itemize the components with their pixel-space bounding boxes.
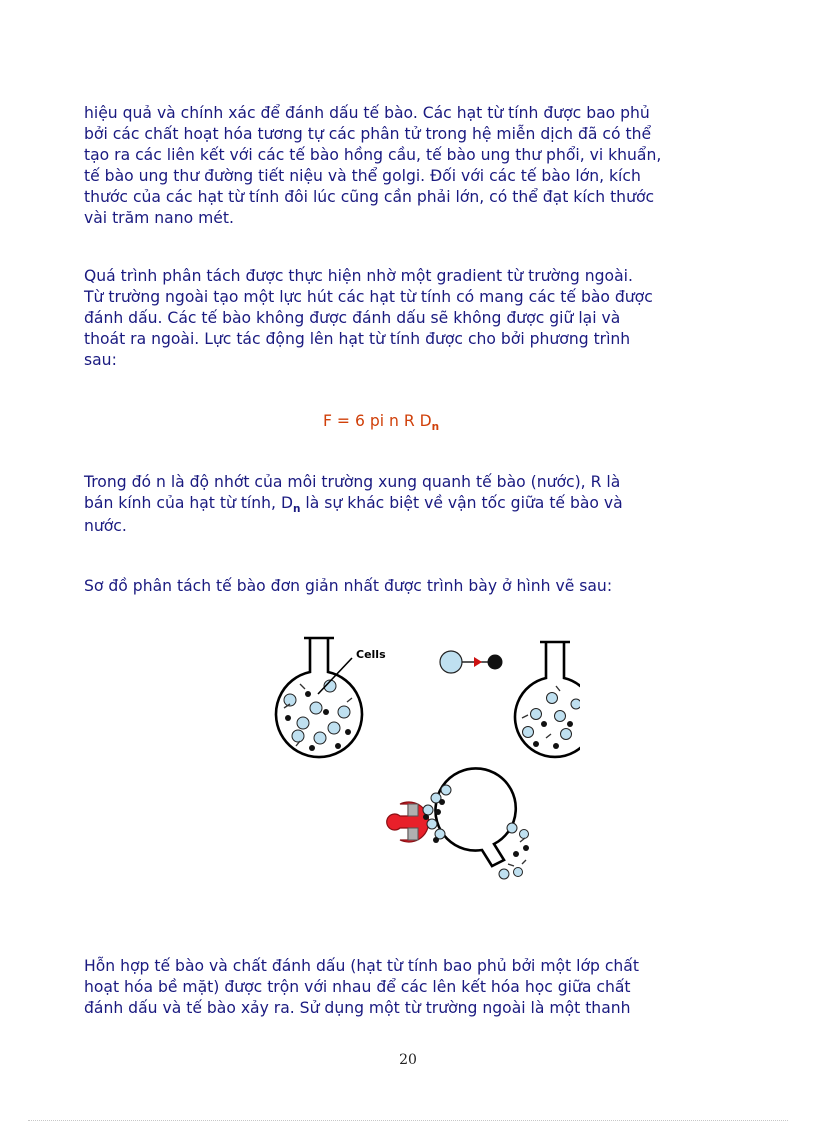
- paragraph-separation-process: Quá trình phân tách được thực hiện nhờ một gradient từ trường ngoài. Từ trường ngoài tạo một lực hút các hạt từ tính có mang các tế bào được đánh dấu. Các tế bào không được đánh dấu sẽ không được giữ lại và thoát ra ngoài. Lực tác động lên hạt từ tính được cho bởi phương trình sau:: [84, 267, 653, 369]
- paragraph-marker-efficiency: hiệu quả và chính xác để đánh dấu tế bào. Các hạt từ tính được bao phủ bởi các chất hoạt hóa tương tự các phân tử trong hệ miễn dịch đã có thể tạo ra các liên kết với các tế bào hồng cầu, tế bào ung thư phổi, vi khuẩn, tế bào ung thư đường tiết niệu và thể golgi. Đối với các tế bào lớn, kích thước của các hạt từ tính đôi lúc cũng cần phải lớn, có thể đạt kích thước vài trăm nano mét.: [84, 104, 662, 227]
- page-bottom-rule: [28, 1120, 788, 1121]
- explanation-text-start: Trong đó n là độ nhớt của môi trường xung quanh tế bào (nước), R là bán kính của hạt từ tính, D: [84, 473, 621, 512]
- explanation-subscript: n: [292, 503, 301, 515]
- flask-right: [515, 642, 580, 757]
- flask-left: [276, 638, 362, 757]
- magnet-separation: [387, 768, 529, 879]
- formula-subscript: n: [431, 421, 440, 433]
- page-number: 20: [399, 1052, 417, 1068]
- paragraph-figure-intro: Sơ đồ phân tách tế bào đơn giản nhất được trình bày ở hình vẽ sau:: [84, 577, 613, 595]
- formula-main: F = 6 pi n R D: [323, 412, 432, 430]
- paragraph-formula-explanation: [84, 472, 764, 537]
- marker-particle: [440, 651, 503, 673]
- explanation-text-end: là sự khác biệt về vận tốc giữa tế bào và nước.: [84, 494, 623, 535]
- cell-separation-diagram: [260, 628, 580, 890]
- cells-label: Cells: [356, 648, 386, 661]
- force-formula: [323, 411, 439, 434]
- paragraph-mixture: Hỗn hợp tế bào và chất đánh dấu (hạt từ tính bao phủ bởi một lớp chất hoạt hóa bề mặt) được trộn với nhau để các lên kết hóa học giữa chất đánh dấu và tế bào xảy ra. Sử dụng một từ trường ngoài là một thanh: [84, 957, 639, 1017]
